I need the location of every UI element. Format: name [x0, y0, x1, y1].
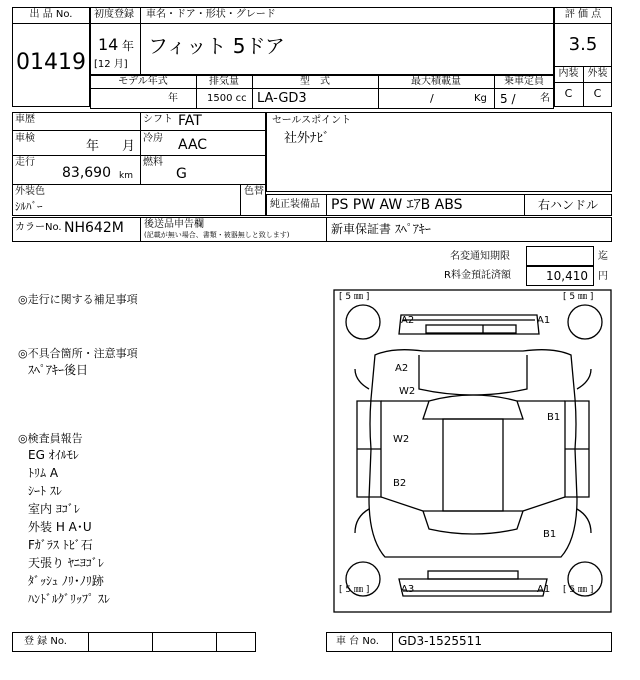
defects-title: ◎不具合箇所・注意事項	[18, 347, 138, 360]
standard-equipment-label: 純正装備品	[270, 199, 320, 210]
exterior-grade: C	[593, 87, 602, 100]
capacity-label: 乗車定員	[504, 76, 544, 87]
rear-garnish	[428, 571, 518, 579]
history-label: 車歴	[15, 114, 35, 125]
wheel-front-right	[568, 305, 602, 339]
damage-left-rear-door: W2	[393, 434, 410, 445]
color-change-label: 色替	[244, 186, 264, 197]
interior-grade-label: 内装	[558, 68, 579, 79]
standard-equipment-value: PS PW AW ｴｱB ABS	[331, 197, 463, 213]
inspection-label: 車検	[15, 133, 35, 144]
recycle-fee-label: R料金預託済額	[444, 270, 511, 281]
post-registration-note: (記載が無い場合、書類・被器無しと致します)	[144, 231, 290, 239]
max-load-unit: Kg	[474, 93, 487, 104]
front-grille	[426, 325, 516, 333]
overall-grade: 3.5	[568, 34, 598, 55]
damage-left-rear-quarter: B2	[393, 478, 407, 489]
divider	[152, 632, 153, 652]
tire-depth-front-left: [ 5 ㎜ ]	[339, 292, 370, 302]
damage-right-rear-quarter: B1	[543, 529, 557, 540]
rear-bumper	[399, 579, 547, 596]
recycle-fee-value: 10,410	[546, 269, 588, 283]
car-name-label: 車名・ドア・形状・グレード	[146, 9, 276, 20]
first-registration-month: [12 月]	[94, 59, 128, 70]
ac-label: 冷房	[143, 133, 163, 144]
car-name: フィット 5ドア	[148, 34, 285, 58]
first-registration-year: 14	[98, 35, 119, 54]
grade-label: 評 価 点	[564, 9, 602, 20]
name-change-deadline-field	[526, 246, 594, 266]
name-change-deadline-unit: 迄	[598, 251, 608, 262]
wheel-front-left	[346, 305, 380, 339]
chassis-number-value: GD3-1525511	[398, 634, 482, 648]
divider	[88, 632, 89, 652]
displacement-label: 排気量	[209, 76, 239, 87]
first-registration-label: 初度登録	[94, 9, 134, 20]
divider	[216, 632, 217, 652]
max-load-label: 最大積載量	[411, 76, 461, 87]
divider	[140, 112, 141, 184]
interior-grade: C	[564, 87, 573, 100]
inspector-item: 室内 ﾖｺﾞﾚ	[28, 502, 80, 516]
rear-window	[423, 511, 523, 534]
damage-front-bumper-right: A1	[537, 315, 551, 326]
model-code: LA-GD3	[257, 91, 307, 106]
divider	[90, 23, 554, 24]
ac-value: AAC	[178, 137, 208, 153]
inspector-item: ｼｰﾄ ｽﾚ	[28, 484, 62, 498]
new-car-warranty-value: 新車保証書 ｽﾍﾟｱｷｰ	[331, 222, 431, 236]
post-registration-label: 後送品申告欄	[144, 219, 204, 230]
windshield	[423, 395, 523, 419]
damage-right-front-door: B1	[547, 412, 561, 423]
mileage-label: 走行	[15, 157, 35, 168]
left-rear-fender	[355, 509, 369, 533]
fuel-value: G	[176, 166, 187, 182]
divider	[12, 130, 266, 131]
drive-side-value: 右ハンドル	[537, 198, 598, 212]
displacement: 1500 cc	[207, 93, 247, 104]
divider	[326, 194, 327, 216]
exterior-color-value: ｼﾙﾊﾞｰ	[15, 200, 43, 213]
inspection-month: 月	[122, 139, 136, 154]
exterior-color-label: 外装色	[15, 186, 45, 197]
damage-front-bumper-left: A2	[401, 315, 415, 326]
inspector-item: ﾄﾘﾑ A	[28, 466, 59, 480]
lot-label: 出 品 No.	[29, 9, 73, 20]
divider	[326, 217, 327, 242]
model-label: 型 式	[300, 76, 330, 87]
tire-depth-rear-left: [ 5 ㎜ ]	[339, 585, 370, 595]
inspector-item: ﾀﾞｯｼｭ ﾉﾘ･ﾉﾘ跡	[28, 574, 104, 588]
divider	[554, 23, 612, 24]
divider	[140, 23, 141, 75]
shift-label: シフト	[143, 114, 173, 125]
diagram-frame	[334, 290, 611, 612]
registration-number-label: 登 録 No.	[24, 636, 67, 647]
inspector-item: EG ｵｲﾙﾓﾚ	[28, 448, 79, 462]
damage-rear-bumper-right: A1	[537, 584, 551, 595]
model-year-unit: 年	[168, 93, 178, 104]
mileage-unit: km	[119, 171, 133, 181]
inspector-item: 外装 H A･U	[28, 520, 92, 534]
divider	[140, 217, 141, 242]
recycle-fee-unit: 円	[598, 271, 608, 282]
details-box	[12, 112, 266, 216]
roof	[443, 419, 503, 511]
divider	[12, 23, 90, 24]
year-unit: 年	[122, 39, 135, 53]
capacity: 5 /	[500, 92, 516, 106]
color-number-label: カラーNo.	[15, 222, 62, 233]
inspector-item: Fｶﾞﾗｽ ﾄﾋﾞ石	[28, 538, 93, 552]
name-change-deadline-label: 名変通知期限	[450, 251, 510, 262]
lot-number: 01419	[16, 50, 86, 75]
chassis-number-label: 車 台 No.	[336, 636, 379, 647]
tire-depth-rear-right: [ 5 ㎜ ]	[563, 585, 594, 595]
right-front-fender	[577, 369, 591, 389]
divider	[12, 155, 266, 156]
inspector-item: 天張り ﾔﾆﾖｺﾞﾚ	[28, 556, 104, 570]
shift-value: FAT	[178, 113, 202, 129]
fuel-label: 燃料	[143, 157, 163, 168]
model-year-label: モデル年式	[118, 76, 168, 87]
divider	[240, 184, 241, 216]
inspector-report-title: ◎検査員報告	[18, 432, 83, 445]
left-front-fender	[355, 369, 369, 389]
color-number-value: NH642M	[64, 220, 124, 236]
inspector-item: ﾊﾝﾄﾞﾙｸﾞﾘｯﾌﾟ ｽﾚ	[28, 592, 110, 606]
right-rear-fender	[577, 509, 591, 533]
divider	[140, 7, 141, 23]
car-body-outline	[369, 350, 577, 557]
damage-rear-bumper-left: A3	[401, 584, 415, 595]
damage-left-front-door: W2	[399, 386, 416, 397]
sales-point-label: セールスポイント	[272, 115, 352, 126]
tire-depth-front-right: [ 5 ㎜ ]	[563, 292, 594, 302]
damage-left-fender: A2	[395, 363, 409, 374]
hood	[419, 355, 527, 395]
divider	[90, 88, 554, 89]
inspection-year: 年	[86, 139, 100, 154]
sales-point-value: 社外ﾅﾋﾞ	[284, 131, 330, 146]
mileage-value: 83,690	[62, 165, 111, 181]
defects-value: ｽﾍﾟｱｷｰ後日	[28, 363, 89, 377]
divider	[392, 632, 393, 652]
divider	[12, 184, 266, 185]
exterior-grade-label: 外装	[587, 68, 608, 79]
car-damage-diagram	[333, 289, 612, 613]
max-load: /	[430, 92, 434, 105]
driving-notes-title: ◎走行に関する補足事項	[18, 293, 138, 306]
capacity-unit: 名	[540, 93, 550, 104]
